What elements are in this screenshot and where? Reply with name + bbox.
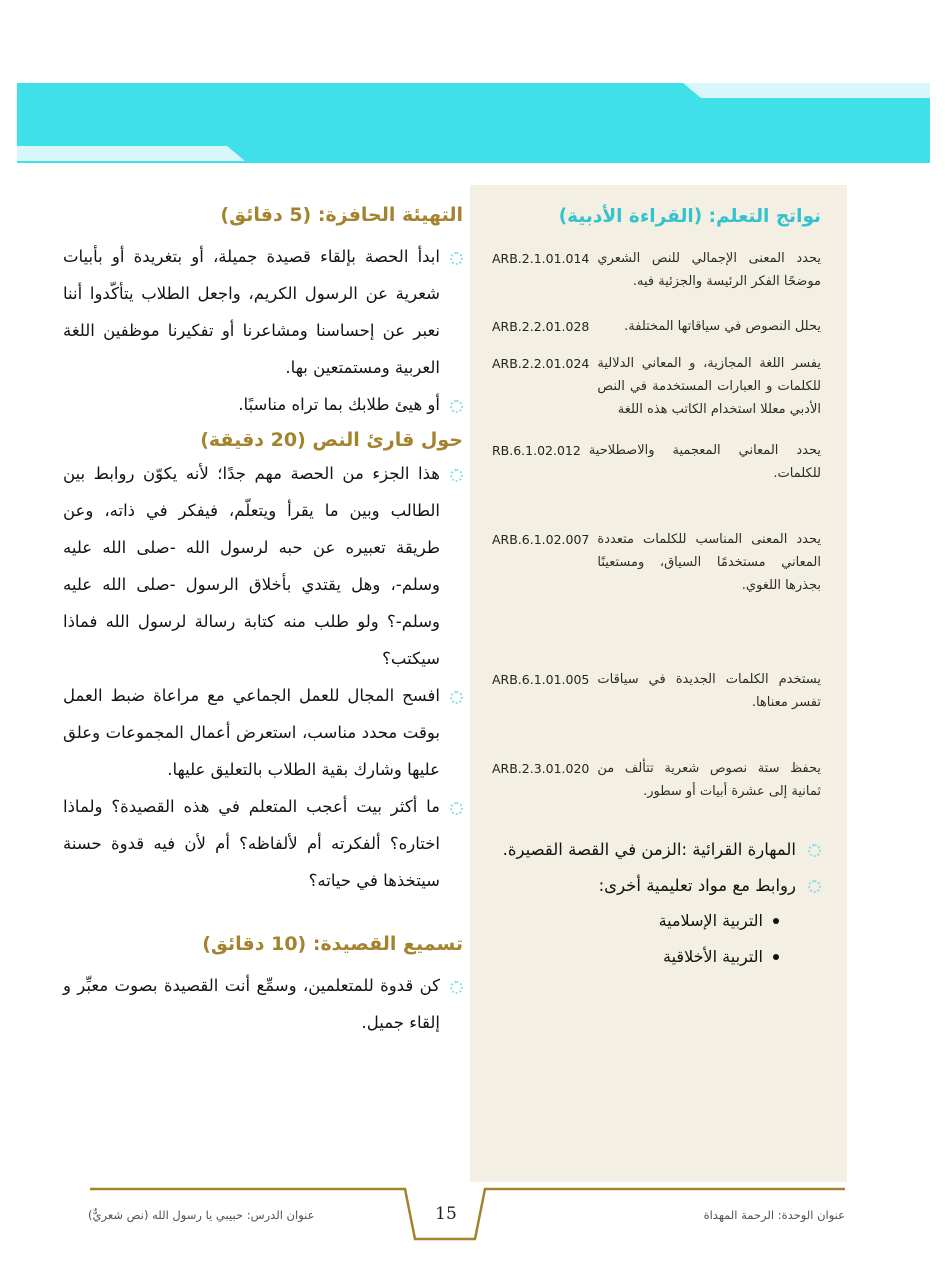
bullet-paragraph xyxy=(63,386,463,423)
dotted-circle-icon xyxy=(808,844,821,857)
cross-links-item xyxy=(492,869,821,902)
learning-outcomes-panel xyxy=(470,185,847,1182)
dotted-circle-icon xyxy=(450,802,463,815)
bullet-paragraph xyxy=(63,455,463,677)
link-item xyxy=(492,905,821,937)
band-highlight-top-right xyxy=(683,83,930,98)
section-heading-around-reader: حول قارئ النص (20 دقيقة) xyxy=(200,429,463,451)
outcome-text: يحدد المعنى الإجمالي للنص الشعري موضحًا الفكر الرئيسة والجزئية فيه. xyxy=(597,251,821,289)
outcome-item xyxy=(492,315,821,338)
band-highlight-bottom-left xyxy=(17,146,245,161)
bullet-dot-icon xyxy=(773,954,779,960)
header-band xyxy=(17,83,930,163)
outcome-item xyxy=(492,439,821,485)
footer-lesson-title: عنوان الدرس: حبيبي يا رسول الله (نص شعريٌّ) xyxy=(88,1208,315,1222)
dotted-circle-icon xyxy=(450,252,463,265)
bullet-text: افسح المجال للعمل الجماعي مع مراعاة ضبط العمل بوقت محدد مناسب، استعرض أعمال المجموعات وعلق عليها وشارك بقية الطلاب بالتعليق عليها. xyxy=(63,686,440,779)
bullet-text: كن قدوة للمتعلمين، وسمِّع أنت القصيدة بصوت معبِّر و إلقاء جميل. xyxy=(63,976,440,1032)
outcome-code: RB.6.1.02.012 xyxy=(492,443,581,458)
outcome-item xyxy=(492,668,821,714)
outcome-item xyxy=(492,352,821,421)
bullet-text: هذا الجزء من الحصة مهم جدًا؛ لأنه يكوّن روابط بين الطالب وبين ما يقرأ ويتعلّم، فيفكر في ذاته، وعن طريقة تعبيره عن حبه لرسول الله -صلى الله عليه وسلم-، وهل يقتدي بأخلاق الرسول -صلى الله عليه وسلم-؟ ولو طلب منه كتابة رسالة لرسول الله فماذا سيكتب؟ xyxy=(63,464,440,668)
dotted-circle-icon xyxy=(808,880,821,893)
reading-skill-item xyxy=(492,833,821,866)
outcome-code: ARB.6.1.01.005 xyxy=(492,672,590,687)
footer-unit-title: عنوان الوحدة: الرحمة المهداة xyxy=(703,1208,845,1222)
outcome-text: يفسر اللغة المجازية، و المعاني الدلالية للكلمات و العبارات المستخدمة في النص الأدبي معللا استخدام الكاتب هذه اللغة xyxy=(597,356,821,417)
bullet-paragraph xyxy=(63,788,463,899)
bullet-text: أو هيئ طلابك بما تراه مناسبًا. xyxy=(238,395,440,414)
outcome-code: ARB.2.2.01.024 xyxy=(492,356,590,371)
bullet-dot-icon xyxy=(773,918,779,924)
outcome-text: يحفظ ستة نصوص شعرية تتألف من ثمانية إلى عشرة أبيات أو سطور. xyxy=(597,761,821,799)
outcome-code: ARB.2.2.01.028 xyxy=(492,319,590,334)
outcome-item xyxy=(492,528,821,597)
bullet-paragraph xyxy=(63,238,463,386)
link-item-text: التربية الأخلاقية xyxy=(663,947,763,966)
section-heading-recitation: تسميع القصيدة: (10 دقائق) xyxy=(202,933,463,955)
section-heading-warmup: التهيئة الحافزة: (5 دقائق) xyxy=(220,204,463,226)
cross-links-text: روابط مع مواد تعليمية أخرى: xyxy=(598,876,796,895)
bullet-paragraph xyxy=(63,967,463,1041)
outcome-code: ARB.2.3.01.020 xyxy=(492,761,590,776)
outcome-text: يحدد المعنى المناسب للكلمات متعددة المعاني مستخدمًا السياق، ومستعينًا بجذرها اللغوي. xyxy=(597,532,821,593)
page-number: 15 xyxy=(435,1204,457,1224)
dotted-circle-icon xyxy=(450,691,463,704)
main-content xyxy=(63,200,463,1041)
dotted-circle-icon xyxy=(450,981,463,994)
reading-skill-text: المهارة القرائية :الزمن في القصة القصيرة. xyxy=(502,840,796,859)
bullet-paragraph xyxy=(63,677,463,788)
outcome-item xyxy=(492,757,821,803)
learning-outcomes-title: نواتج التعلم: (القراءة الأدبية) xyxy=(558,206,821,227)
link-item xyxy=(492,941,821,973)
dotted-circle-icon xyxy=(450,469,463,482)
outcome-code: ARB.6.1.02.007 xyxy=(492,532,590,547)
outcome-text: يحدد المعاني المعجمية والاصطلاحية للكلمات. xyxy=(588,443,821,481)
outcome-item xyxy=(492,247,821,293)
dotted-circle-icon xyxy=(450,400,463,413)
bullet-text: ما أكثر بيت أعجب المتعلم في هذه القصيدة؟ ولماذا اختاره؟ ألفكرته أم لألفاظه؟ أم لأن فيه قدوة حسنة سيتخذها في حياته؟ xyxy=(63,797,440,890)
outcome-text: يحلل النصوص في سياقاتها المختلفة. xyxy=(624,319,821,334)
outcome-text: يستخدم الكلمات الجديدة في سياقات تفسر معناها. xyxy=(597,672,821,710)
bullet-text: ابدأ الحصة بإلقاء قصيدة جميلة، أو بتغريدة أو بأبيات شعرية عن الرسول الكريم، واجعل الطلاب يتأكّدوا أننا نعبر عن إحساسنا ومشاعرنا أو تفكيرنا موظفين اللغة العربية ومستمتعين بها. xyxy=(63,247,440,377)
outcome-code: ARB.2.1.01.014 xyxy=(492,251,590,266)
link-item-text: التربية الإسلامية xyxy=(658,911,763,930)
